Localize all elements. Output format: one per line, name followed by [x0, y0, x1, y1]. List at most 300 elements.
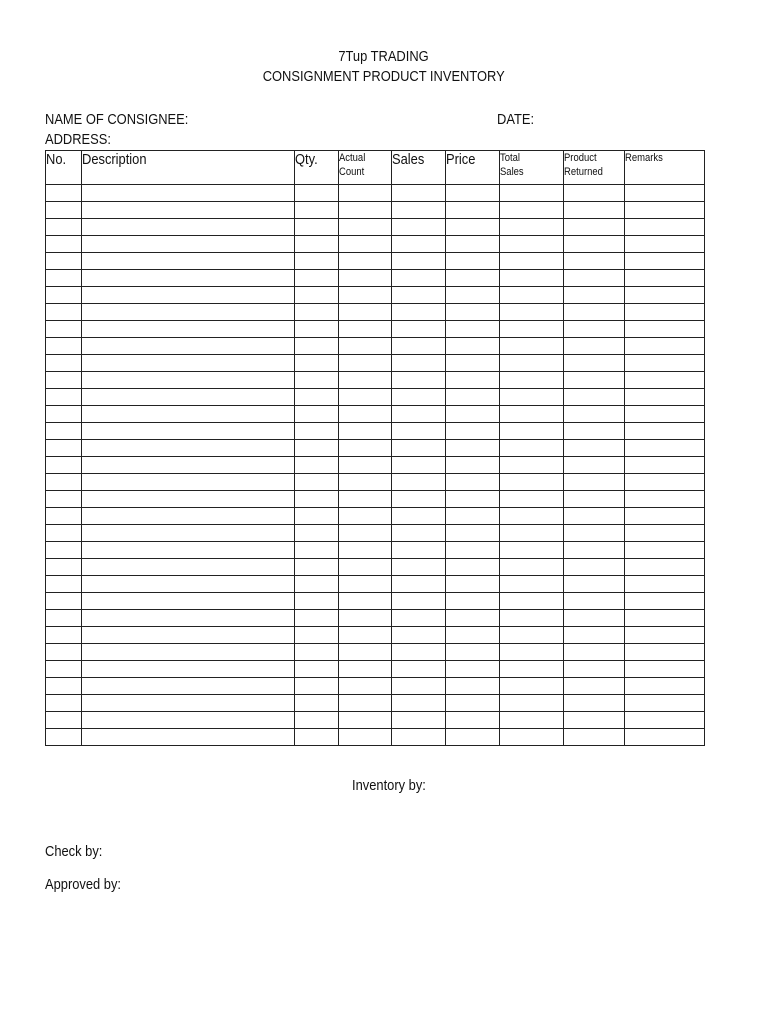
- cell-actual-count[interactable]: [339, 372, 392, 389]
- cell-no[interactable]: [46, 270, 82, 287]
- cell-remarks[interactable]: [625, 610, 705, 627]
- cell-sales[interactable]: [392, 372, 446, 389]
- cell-sales[interactable]: [392, 219, 446, 236]
- cell-no[interactable]: [46, 593, 82, 610]
- cell-description[interactable]: [82, 644, 295, 661]
- cell-remarks[interactable]: [625, 304, 705, 321]
- cell-total-sales[interactable]: [500, 644, 564, 661]
- cell-total-sales[interactable]: [500, 270, 564, 287]
- cell-description[interactable]: [82, 576, 295, 593]
- cell-product-returned[interactable]: [564, 661, 625, 678]
- cell-product-returned[interactable]: [564, 423, 625, 440]
- cell-description[interactable]: [82, 355, 295, 372]
- cell-no[interactable]: [46, 695, 82, 712]
- cell-price[interactable]: [446, 695, 500, 712]
- cell-product-returned[interactable]: [564, 185, 625, 202]
- cell-remarks[interactable]: [625, 644, 705, 661]
- cell-remarks[interactable]: [625, 185, 705, 202]
- cell-remarks[interactable]: [625, 355, 705, 372]
- cell-total-sales[interactable]: [500, 219, 564, 236]
- cell-qty[interactable]: [295, 525, 339, 542]
- cell-actual-count[interactable]: [339, 423, 392, 440]
- cell-sales[interactable]: [392, 321, 446, 338]
- cell-total-sales[interactable]: [500, 576, 564, 593]
- cell-product-returned[interactable]: [564, 474, 625, 491]
- cell-product-returned[interactable]: [564, 304, 625, 321]
- cell-remarks[interactable]: [625, 287, 705, 304]
- cell-remarks[interactable]: [625, 372, 705, 389]
- cell-no[interactable]: [46, 576, 82, 593]
- cell-qty[interactable]: [295, 576, 339, 593]
- cell-actual-count[interactable]: [339, 321, 392, 338]
- cell-sales[interactable]: [392, 593, 446, 610]
- cell-no[interactable]: [46, 253, 82, 270]
- cell-no[interactable]: [46, 474, 82, 491]
- cell-remarks[interactable]: [625, 236, 705, 253]
- cell-description[interactable]: [82, 542, 295, 559]
- cell-price[interactable]: [446, 236, 500, 253]
- cell-total-sales[interactable]: [500, 593, 564, 610]
- cell-qty[interactable]: [295, 593, 339, 610]
- cell-product-returned[interactable]: [564, 542, 625, 559]
- cell-product-returned[interactable]: [564, 253, 625, 270]
- cell-description[interactable]: [82, 508, 295, 525]
- cell-actual-count[interactable]: [339, 712, 392, 729]
- cell-product-returned[interactable]: [564, 338, 625, 355]
- cell-remarks[interactable]: [625, 627, 705, 644]
- cell-qty[interactable]: [295, 644, 339, 661]
- cell-sales[interactable]: [392, 185, 446, 202]
- cell-qty[interactable]: [295, 559, 339, 576]
- cell-qty[interactable]: [295, 712, 339, 729]
- cell-actual-count[interactable]: [339, 644, 392, 661]
- cell-qty[interactable]: [295, 287, 339, 304]
- cell-price[interactable]: [446, 712, 500, 729]
- cell-qty[interactable]: [295, 236, 339, 253]
- cell-no[interactable]: [46, 712, 82, 729]
- cell-remarks[interactable]: [625, 406, 705, 423]
- cell-price[interactable]: [446, 525, 500, 542]
- cell-no[interactable]: [46, 355, 82, 372]
- cell-product-returned[interactable]: [564, 559, 625, 576]
- cell-qty[interactable]: [295, 678, 339, 695]
- cell-no[interactable]: [46, 321, 82, 338]
- cell-qty[interactable]: [295, 270, 339, 287]
- cell-remarks[interactable]: [625, 270, 705, 287]
- cell-product-returned[interactable]: [564, 202, 625, 219]
- cell-price[interactable]: [446, 321, 500, 338]
- cell-sales[interactable]: [392, 304, 446, 321]
- cell-description[interactable]: [82, 406, 295, 423]
- cell-no[interactable]: [46, 304, 82, 321]
- cell-description[interactable]: [82, 236, 295, 253]
- cell-sales[interactable]: [392, 661, 446, 678]
- cell-actual-count[interactable]: [339, 236, 392, 253]
- cell-qty[interactable]: [295, 457, 339, 474]
- cell-total-sales[interactable]: [500, 729, 564, 746]
- cell-price[interactable]: [446, 287, 500, 304]
- cell-product-returned[interactable]: [564, 321, 625, 338]
- cell-product-returned[interactable]: [564, 610, 625, 627]
- cell-description[interactable]: [82, 389, 295, 406]
- cell-no[interactable]: [46, 236, 82, 253]
- cell-qty[interactable]: [295, 508, 339, 525]
- cell-sales[interactable]: [392, 253, 446, 270]
- cell-no[interactable]: [46, 457, 82, 474]
- cell-product-returned[interactable]: [564, 712, 625, 729]
- cell-description[interactable]: [82, 678, 295, 695]
- cell-total-sales[interactable]: [500, 185, 564, 202]
- cell-qty[interactable]: [295, 338, 339, 355]
- cell-qty[interactable]: [295, 491, 339, 508]
- cell-actual-count[interactable]: [339, 576, 392, 593]
- cell-actual-count[interactable]: [339, 525, 392, 542]
- cell-total-sales[interactable]: [500, 202, 564, 219]
- cell-price[interactable]: [446, 627, 500, 644]
- cell-sales[interactable]: [392, 644, 446, 661]
- cell-remarks[interactable]: [625, 457, 705, 474]
- cell-remarks[interactable]: [625, 423, 705, 440]
- cell-qty[interactable]: [295, 661, 339, 678]
- cell-total-sales[interactable]: [500, 338, 564, 355]
- cell-description[interactable]: [82, 695, 295, 712]
- cell-price[interactable]: [446, 576, 500, 593]
- table-row: [46, 270, 705, 287]
- cell-product-returned[interactable]: [564, 678, 625, 695]
- cell-description[interactable]: [82, 491, 295, 508]
- cell-actual-count[interactable]: [339, 491, 392, 508]
- cell-product-returned[interactable]: [564, 355, 625, 372]
- cell-remarks[interactable]: [625, 491, 705, 508]
- cell-no[interactable]: [46, 202, 82, 219]
- cell-no[interactable]: [46, 678, 82, 695]
- cell-description[interactable]: [82, 559, 295, 576]
- cell-price[interactable]: [446, 372, 500, 389]
- cell-price[interactable]: [446, 440, 500, 457]
- cell-remarks[interactable]: [625, 474, 705, 491]
- cell-total-sales[interactable]: [500, 559, 564, 576]
- cell-qty[interactable]: [295, 423, 339, 440]
- cell-product-returned[interactable]: [564, 287, 625, 304]
- cell-actual-count[interactable]: [339, 253, 392, 270]
- cell-sales[interactable]: [392, 406, 446, 423]
- cell-price[interactable]: [446, 542, 500, 559]
- cell-actual-count[interactable]: [339, 678, 392, 695]
- cell-sales[interactable]: [392, 287, 446, 304]
- cell-price[interactable]: [446, 355, 500, 372]
- cell-remarks[interactable]: [625, 321, 705, 338]
- cell-actual-count[interactable]: [339, 287, 392, 304]
- cell-sales[interactable]: [392, 508, 446, 525]
- cell-sales[interactable]: [392, 610, 446, 627]
- cell-total-sales[interactable]: [500, 406, 564, 423]
- cell-price[interactable]: [446, 270, 500, 287]
- cell-remarks[interactable]: [625, 440, 705, 457]
- cell-product-returned[interactable]: [564, 644, 625, 661]
- cell-remarks[interactable]: [625, 729, 705, 746]
- cell-remarks[interactable]: [625, 576, 705, 593]
- cell-price[interactable]: [446, 423, 500, 440]
- cell-price[interactable]: [446, 661, 500, 678]
- cell-product-returned[interactable]: [564, 729, 625, 746]
- cell-actual-count[interactable]: [339, 202, 392, 219]
- cell-sales[interactable]: [392, 525, 446, 542]
- cell-no[interactable]: [46, 559, 82, 576]
- cell-description[interactable]: [82, 338, 295, 355]
- cell-total-sales[interactable]: [500, 661, 564, 678]
- cell-qty[interactable]: [295, 474, 339, 491]
- cell-price[interactable]: [446, 644, 500, 661]
- cell-price[interactable]: [446, 219, 500, 236]
- cell-description[interactable]: [82, 270, 295, 287]
- cell-sales[interactable]: [392, 627, 446, 644]
- cell-total-sales[interactable]: [500, 304, 564, 321]
- cell-price[interactable]: [446, 474, 500, 491]
- cell-price[interactable]: [446, 253, 500, 270]
- cell-remarks[interactable]: [625, 338, 705, 355]
- cell-remarks[interactable]: [625, 712, 705, 729]
- cell-actual-count[interactable]: [339, 304, 392, 321]
- cell-product-returned[interactable]: [564, 508, 625, 525]
- cell-total-sales[interactable]: [500, 236, 564, 253]
- cell-no[interactable]: [46, 729, 82, 746]
- cell-no[interactable]: [46, 389, 82, 406]
- cell-total-sales[interactable]: [500, 542, 564, 559]
- cell-description[interactable]: [82, 321, 295, 338]
- cell-actual-count[interactable]: [339, 440, 392, 457]
- cell-remarks[interactable]: [625, 661, 705, 678]
- cell-actual-count[interactable]: [339, 661, 392, 678]
- cell-total-sales[interactable]: [500, 508, 564, 525]
- cell-qty[interactable]: [295, 253, 339, 270]
- cell-no[interactable]: [46, 338, 82, 355]
- cell-actual-count[interactable]: [339, 219, 392, 236]
- cell-no[interactable]: [46, 423, 82, 440]
- table-row: [46, 576, 705, 593]
- cell-actual-count[interactable]: [339, 457, 392, 474]
- cell-qty[interactable]: [295, 610, 339, 627]
- cell-description[interactable]: [82, 423, 295, 440]
- cell-qty[interactable]: [295, 355, 339, 372]
- cell-sales[interactable]: [392, 474, 446, 491]
- cell-qty[interactable]: [295, 729, 339, 746]
- cell-qty[interactable]: [295, 406, 339, 423]
- cell-total-sales[interactable]: [500, 423, 564, 440]
- cell-no[interactable]: [46, 627, 82, 644]
- cell-total-sales[interactable]: [500, 627, 564, 644]
- cell-actual-count[interactable]: [339, 695, 392, 712]
- cell-remarks[interactable]: [625, 508, 705, 525]
- cell-actual-count[interactable]: [339, 610, 392, 627]
- cell-sales[interactable]: [392, 576, 446, 593]
- cell-actual-count[interactable]: [339, 338, 392, 355]
- cell-actual-count[interactable]: [339, 508, 392, 525]
- cell-price[interactable]: [446, 559, 500, 576]
- cell-sales[interactable]: [392, 236, 446, 253]
- cell-price[interactable]: [446, 678, 500, 695]
- cell-description[interactable]: [82, 287, 295, 304]
- cell-total-sales[interactable]: [500, 321, 564, 338]
- cell-no[interactable]: [46, 525, 82, 542]
- cell-sales[interactable]: [392, 202, 446, 219]
- cell-sales[interactable]: [392, 559, 446, 576]
- cell-actual-count[interactable]: [339, 542, 392, 559]
- cell-product-returned[interactable]: [564, 406, 625, 423]
- cell-no[interactable]: [46, 287, 82, 304]
- cell-price[interactable]: [446, 185, 500, 202]
- cell-sales[interactable]: [392, 389, 446, 406]
- cell-price[interactable]: [446, 491, 500, 508]
- cell-actual-count[interactable]: [339, 185, 392, 202]
- cell-description[interactable]: [82, 525, 295, 542]
- cell-sales[interactable]: [392, 729, 446, 746]
- cell-sales[interactable]: [392, 542, 446, 559]
- cell-product-returned[interactable]: [564, 695, 625, 712]
- cell-total-sales[interactable]: [500, 610, 564, 627]
- cell-sales[interactable]: [392, 712, 446, 729]
- cell-description[interactable]: [82, 474, 295, 491]
- cell-no[interactable]: [46, 661, 82, 678]
- cell-qty[interactable]: [295, 185, 339, 202]
- cell-description[interactable]: [82, 304, 295, 321]
- cell-total-sales[interactable]: [500, 678, 564, 695]
- cell-description[interactable]: [82, 185, 295, 202]
- cell-qty[interactable]: [295, 389, 339, 406]
- cell-sales[interactable]: [392, 457, 446, 474]
- cell-total-sales[interactable]: [500, 491, 564, 508]
- cell-remarks[interactable]: [625, 389, 705, 406]
- cell-description[interactable]: [82, 661, 295, 678]
- cell-remarks[interactable]: [625, 559, 705, 576]
- cell-actual-count[interactable]: [339, 559, 392, 576]
- cell-product-returned[interactable]: [564, 219, 625, 236]
- cell-qty[interactable]: [295, 695, 339, 712]
- cell-actual-count[interactable]: [339, 627, 392, 644]
- cell-sales[interactable]: [392, 440, 446, 457]
- cell-description[interactable]: [82, 610, 295, 627]
- cell-price[interactable]: [446, 338, 500, 355]
- cell-total-sales[interactable]: [500, 457, 564, 474]
- cell-price[interactable]: [446, 508, 500, 525]
- cell-price[interactable]: [446, 406, 500, 423]
- cell-price[interactable]: [446, 593, 500, 610]
- cell-product-returned[interactable]: [564, 457, 625, 474]
- cell-price[interactable]: [446, 610, 500, 627]
- cell-price[interactable]: [446, 202, 500, 219]
- cell-description[interactable]: [82, 712, 295, 729]
- cell-remarks[interactable]: [625, 678, 705, 695]
- cell-price[interactable]: [446, 304, 500, 321]
- cell-sales[interactable]: [392, 695, 446, 712]
- cell-qty[interactable]: [295, 202, 339, 219]
- cell-qty[interactable]: [295, 304, 339, 321]
- cell-no[interactable]: [46, 406, 82, 423]
- cell-product-returned[interactable]: [564, 593, 625, 610]
- cell-remarks[interactable]: [625, 695, 705, 712]
- cell-product-returned[interactable]: [564, 389, 625, 406]
- cell-remarks[interactable]: [625, 219, 705, 236]
- cell-description[interactable]: [82, 627, 295, 644]
- cell-sales[interactable]: [392, 491, 446, 508]
- cell-qty[interactable]: [295, 627, 339, 644]
- cell-no[interactable]: [46, 372, 82, 389]
- cell-total-sales[interactable]: [500, 372, 564, 389]
- cell-remarks[interactable]: [625, 593, 705, 610]
- cell-description[interactable]: [82, 202, 295, 219]
- cell-price[interactable]: [446, 457, 500, 474]
- cell-actual-count[interactable]: [339, 389, 392, 406]
- cell-qty[interactable]: [295, 542, 339, 559]
- cell-sales[interactable]: [392, 678, 446, 695]
- cell-sales[interactable]: [392, 338, 446, 355]
- cell-total-sales[interactable]: [500, 525, 564, 542]
- cell-product-returned[interactable]: [564, 440, 625, 457]
- cell-remarks[interactable]: [625, 525, 705, 542]
- cell-actual-count[interactable]: [339, 593, 392, 610]
- cell-qty[interactable]: [295, 219, 339, 236]
- cell-product-returned[interactable]: [564, 372, 625, 389]
- cell-description[interactable]: [82, 219, 295, 236]
- cell-actual-count[interactable]: [339, 406, 392, 423]
- cell-total-sales[interactable]: [500, 287, 564, 304]
- cell-total-sales[interactable]: [500, 355, 564, 372]
- cell-qty[interactable]: [295, 372, 339, 389]
- cell-total-sales[interactable]: [500, 712, 564, 729]
- cell-total-sales[interactable]: [500, 474, 564, 491]
- cell-sales[interactable]: [392, 270, 446, 287]
- cell-total-sales[interactable]: [500, 389, 564, 406]
- cell-product-returned[interactable]: [564, 627, 625, 644]
- cell-sales[interactable]: [392, 423, 446, 440]
- cell-product-returned[interactable]: [564, 576, 625, 593]
- cell-no[interactable]: [46, 610, 82, 627]
- cell-no[interactable]: [46, 219, 82, 236]
- cell-sales[interactable]: [392, 355, 446, 372]
- cell-price[interactable]: [446, 729, 500, 746]
- cell-description[interactable]: [82, 440, 295, 457]
- cell-remarks[interactable]: [625, 202, 705, 219]
- cell-remarks[interactable]: [625, 253, 705, 270]
- cell-no[interactable]: [46, 440, 82, 457]
- cell-total-sales[interactable]: [500, 440, 564, 457]
- cell-no[interactable]: [46, 542, 82, 559]
- cell-actual-count[interactable]: [339, 474, 392, 491]
- cell-product-returned[interactable]: [564, 270, 625, 287]
- cell-remarks[interactable]: [625, 542, 705, 559]
- cell-product-returned[interactable]: [564, 236, 625, 253]
- cell-product-returned[interactable]: [564, 525, 625, 542]
- cell-description[interactable]: [82, 457, 295, 474]
- cell-price[interactable]: [446, 389, 500, 406]
- table-row: [46, 627, 705, 644]
- cell-no[interactable]: [46, 644, 82, 661]
- cell-description[interactable]: [82, 253, 295, 270]
- cell-product-returned[interactable]: [564, 491, 625, 508]
- cell-qty[interactable]: [295, 321, 339, 338]
- cell-total-sales[interactable]: [500, 695, 564, 712]
- cell-qty[interactable]: [295, 440, 339, 457]
- cell-total-sales[interactable]: [500, 253, 564, 270]
- cell-no[interactable]: [46, 491, 82, 508]
- cell-description[interactable]: [82, 593, 295, 610]
- cell-description[interactable]: [82, 372, 295, 389]
- cell-description[interactable]: [82, 729, 295, 746]
- cell-no[interactable]: [46, 508, 82, 525]
- cell-actual-count[interactable]: [339, 729, 392, 746]
- cell-actual-count[interactable]: [339, 355, 392, 372]
- cell-no[interactable]: [46, 185, 82, 202]
- cell-actual-count[interactable]: [339, 270, 392, 287]
